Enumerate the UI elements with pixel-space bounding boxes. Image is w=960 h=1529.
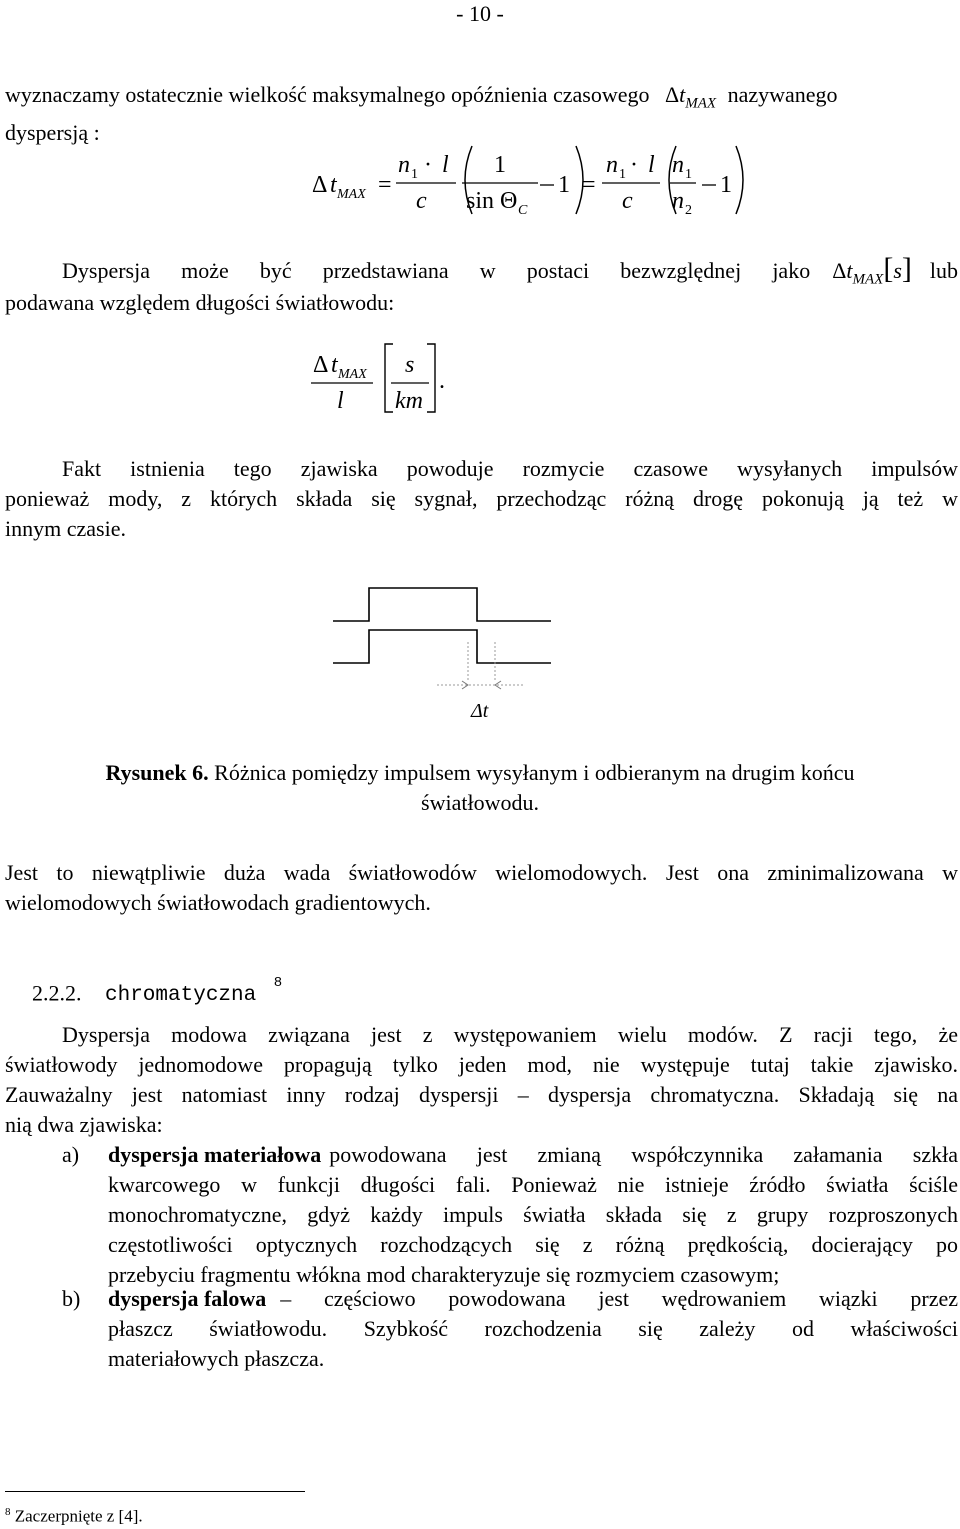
formula1-max-sub: MAX (337, 187, 366, 202)
formula1-theta-sub: C (518, 203, 528, 218)
intro-line-2: dyspersją : (5, 120, 100, 145)
footnote-separator (5, 1491, 305, 1492)
para-dyspersja-lub: lub (929, 258, 958, 283)
formula2-numer-unit: s (405, 352, 415, 378)
footnote-number: 8 (5, 1506, 11, 1518)
formula2-left-bracket (385, 344, 393, 412)
delta-t-label: Δt (471, 700, 489, 722)
section-number: 2.2.2. (32, 980, 82, 1006)
formula1-eq-1: = (378, 172, 392, 198)
intro-line-1 (5, 80, 955, 118)
formula2-right-bracket (427, 344, 435, 412)
formula1-minus-one-1: 1 (558, 172, 570, 198)
formula1-one-numer: 1 (494, 152, 506, 178)
list-item-a-label: a) (62, 1142, 80, 1167)
intro-text-after: nazywanego (727, 82, 838, 107)
para-dyspersja-text: Dyspersja może być przedstawiana w postaci bezwzględnej jako (62, 258, 811, 283)
list-item-a-line-5: przebyciu fragmentu włókna mod charakteryzuje się rozmyciem czasowym; (108, 1262, 780, 1287)
formula1-n2: n (672, 188, 684, 214)
footnote-text: Zaczerpnięte z [4]. (14, 1506, 143, 1526)
list-item-a-bold: dyspersja materiałowa (108, 1142, 322, 1167)
para-fakt-line-3: innym czasie. (5, 516, 126, 541)
formula2-denom-unit: km (395, 388, 423, 414)
formula1-theta: Θ (500, 188, 518, 214)
received-pulse (333, 630, 551, 663)
formula1-sin: sin (466, 188, 495, 214)
list-item-a-line-1 (108, 1140, 958, 1170)
formula1-n1: n (398, 152, 410, 178)
formula1-t: t (330, 172, 337, 198)
formula2-period: . (439, 368, 445, 394)
para-chrom-line-1: Dyspersja modowa związana jest z występowaniem wielu modów. Z racji tego, że (62, 1022, 958, 1047)
formula1-eq-2: = (582, 172, 596, 198)
inline-delta-t-max-unit: $\Delta t_{MAX}[s]$ (832, 252, 912, 288)
para-dyspersja-line-2: podawana względem długości światłowodu: (5, 290, 395, 315)
inline-delta-t-max: $\Delta t_{MAX}$ (664, 82, 717, 112)
footnote (5, 1500, 143, 1529)
formula2-delta: Δ (313, 352, 329, 378)
formula1-c-2: c (622, 188, 633, 214)
pulse-diagram (325, 585, 565, 725)
formula1-n1-b-sub: 1 (619, 167, 626, 182)
intro-text-before: wyznaczamy ostatecznie wielkość maksymalnego opóźnienia czasowego (5, 82, 650, 107)
dispersion-formula (300, 140, 760, 220)
page-number: - 10 - (456, 1, 504, 26)
formula1-n1-c-sub: 1 (685, 167, 692, 182)
para-jest-line-1: Jest to niewątpliwie duża wada światłowodów wielomodowych. Jest ona zminimalizowana w (5, 860, 958, 885)
formula1-n2-sub: 2 (685, 203, 692, 218)
formula2-t: t (331, 352, 338, 378)
formula1-l: l (442, 152, 449, 178)
list-item-b-line-2: płaszcz światłowodu. Szybkość rozchodzenia się zależy od właściwości (108, 1316, 958, 1341)
para-fakt-line-1: Fakt istnienia tego zjawiska powoduje rozmycie czasowe wysyłanych impulsów (62, 456, 958, 481)
formula1-dot-1: · (424, 152, 432, 178)
section-heading (32, 974, 282, 1011)
para-jest-line-2: wielomodowych światłowodach gradientowych. (5, 890, 431, 915)
formula1-n1-sub: 1 (411, 167, 418, 182)
formula1-c-1: c (416, 188, 427, 214)
list-item-b-bold: dyspersja falowa (108, 1286, 267, 1311)
para-chrom-line-4: nią dwa zjawiska: (5, 1112, 163, 1137)
list-item-a-line-3: monochromatyczne, gdyż każdy impuls światła składa się z grupy rozproszonych (108, 1202, 958, 1227)
formula1-n1-b: n (606, 152, 618, 178)
list-item-a-first-rest: powodowana jest zmianą współczynnika załamania szkła (329, 1142, 958, 1167)
list-item-b-label: b) (62, 1286, 81, 1311)
sent-pulse (333, 588, 551, 621)
para-fakt-line-2: ponieważ mody, z których składa się sygnał, przechodząc różną drogę pokonują ją też w (5, 486, 958, 511)
section-footnote-ref: 8 (273, 975, 283, 991)
figure-caption-text: Różnica pomiędzy impulsem wysyłanym i odbieranym na drugim końcu (214, 760, 855, 785)
formula1-minus-one-2: 1 (720, 172, 732, 198)
list-item-b-line-1 (108, 1284, 958, 1314)
formula1-dot-2: · (630, 152, 638, 178)
figure-caption-label: Rysunek 6. (105, 760, 209, 785)
formula2-max-sub: MAX (338, 367, 367, 382)
formula1-right-paren-2 (736, 146, 743, 214)
list-item-b-first-rest: – częściowo powodowana jest wędrowaniem wiązki przez (280, 1286, 958, 1311)
list-item-a-line-2: kwarcowego w funkcji długości fali. Ponieważ nie istnieje źródło światła ściśle (108, 1172, 958, 1197)
dispersion-per-length-formula (305, 340, 465, 416)
formula1-delta: Δ (312, 172, 328, 198)
para-chrom-line-2: światłowody jednomodowe propagują tylko jeden mod, nie występuje tutaj takie zjawisko. (5, 1052, 958, 1077)
formula1-l-b: l (648, 152, 655, 178)
figure-caption-line-2: światłowodu. (421, 790, 539, 815)
formula1-n1-c: n (672, 152, 684, 178)
list-item-b-line-3: materiałowych płaszcza. (108, 1346, 325, 1371)
figure-caption-line-1 (40, 758, 920, 788)
list-item-a-line-4: częstotliwości optycznych rozchodzących się z różną prędkością, docierający po (108, 1232, 958, 1257)
formula2-l: l (337, 388, 344, 414)
para-chrom-line-3: Zauważalny jest natomiast inny rodzaj dyspersji – dyspersja chromatyczna. Składają się na (5, 1082, 958, 1107)
section-title: chromatyczna (105, 984, 257, 1008)
